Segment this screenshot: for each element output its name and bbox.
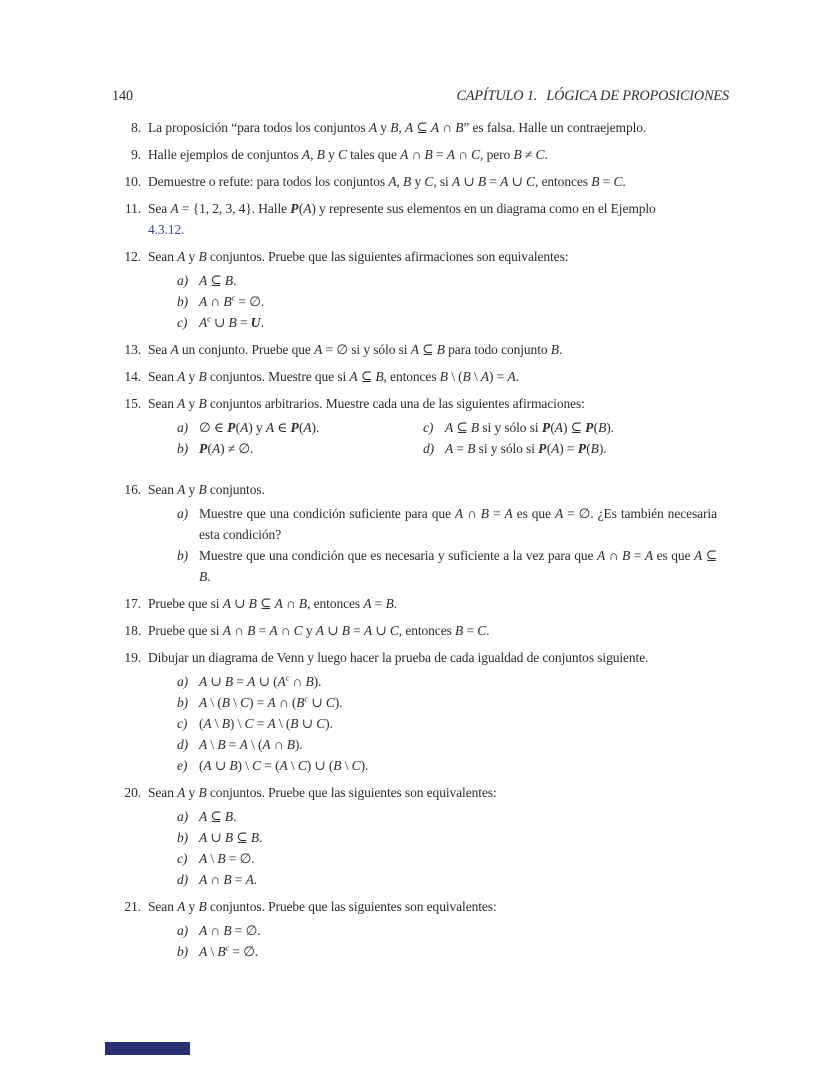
- subitem-text: A ⊆ B si y sólo si P(A) ⊆ P(B).: [445, 420, 614, 435]
- subitem-text: A = B si y sólo si P(A) = P(B).: [445, 441, 607, 456]
- exercise-text: Pruebe que si A ∩ B = A ∩ C y A ∪ B = A ∪ C, entonces B = C.: [148, 623, 490, 638]
- exercise-item: [112, 593, 717, 614]
- exercise-subitem: [177, 417, 423, 438]
- exercise-text: Dibujar un diagrama de Venn y luego hacer la prueba de cada igualdad de conjuntos siguiente.: [148, 650, 649, 665]
- subitem-text: P(A) ≠ ∅.: [199, 441, 254, 456]
- exercise-number: 19.: [124, 650, 141, 665]
- exercise-number: 11.: [124, 201, 141, 216]
- exercise-subitem: [177, 545, 717, 587]
- exercise-text: Sea A = {1, 2, 3, 4}. Halle P(A) y represente sus elementos en un diagrama como en el Ejemplo 4.3.12.: [148, 201, 656, 237]
- exercise-item: [112, 246, 717, 333]
- exercise-number: 20.: [124, 785, 141, 800]
- subitem-label: c): [423, 420, 434, 435]
- subitem-label: b): [177, 944, 189, 959]
- subitem-text: A ∪ B = A ∪ ($A^c$ ∩ B).: [199, 673, 322, 689]
- exercise-text: Sean A y B conjuntos.: [148, 482, 265, 497]
- chapter-title: LÓGICA DE PROPOSICIONES: [546, 88, 729, 104]
- exercise-subitem: [177, 848, 717, 869]
- exercise-item: [112, 171, 717, 192]
- exercise-subitem: [177, 941, 717, 962]
- exercise-text: Sean A y B conjuntos. Pruebe que las siguientes son equivalentes:: [148, 899, 497, 914]
- subitem-label: a): [177, 923, 189, 938]
- subitem-label: b): [177, 441, 189, 456]
- exercise-body: [148, 246, 717, 333]
- subitem-list: [177, 503, 717, 587]
- exercise-text: Demuestre o refute: para todos los conjuntos A, B y C, si A ∪ B = A ∪ C, entonces B = C.: [148, 174, 626, 189]
- exercise-subitem: [177, 671, 717, 692]
- exercise-item: [112, 620, 717, 641]
- exercise-item: [112, 339, 717, 360]
- subitem-label: d): [423, 441, 435, 456]
- subitem-label: b): [177, 830, 189, 845]
- exercise-body: [148, 620, 717, 641]
- exercise-text: Pruebe que si A ∪ B ⊆ A ∩ B, entonces A = B.: [148, 596, 398, 611]
- exercise-item: [112, 393, 717, 473]
- exercise-item: [112, 896, 717, 962]
- exercise-list: [112, 113, 717, 962]
- subitem-column: [177, 417, 423, 459]
- exercise-number: 17.: [124, 596, 141, 611]
- exercise-subitem: [177, 291, 717, 312]
- page-number: 140: [112, 88, 133, 104]
- chapter-header: [456, 88, 729, 105]
- exercise-subitem: [177, 734, 717, 755]
- subitem-text: A ∩ B = ∅.: [199, 923, 261, 938]
- exercise-body: [148, 144, 717, 165]
- exercise-item: [112, 117, 717, 138]
- subitem-label: c): [177, 851, 188, 866]
- exercise-item: [112, 479, 717, 587]
- subitem-list: [177, 806, 717, 890]
- exercise-number: 21.: [124, 899, 141, 914]
- chapter-label: CAPÍTULO 1.: [456, 88, 538, 104]
- subitem-text: A ⊆ B.: [199, 809, 237, 824]
- subitem-label: b): [177, 548, 189, 563]
- exercise-text: Sea A un conjunto. Pruebe que A = ∅ si y sólo si A ⊆ B para todo conjunto B.: [148, 342, 563, 357]
- exercise-subitem: [177, 312, 717, 333]
- subitem-text: A ⊆ B.: [199, 273, 237, 288]
- exercise-body: [148, 896, 717, 962]
- exercise-subitem: [423, 417, 717, 438]
- exercise-text: Sean A y B conjuntos. Pruebe que las siguientes son equivalentes:: [148, 785, 497, 800]
- subitem-label: a): [177, 420, 189, 435]
- exercise-body: [148, 171, 717, 192]
- exercise-body: [148, 198, 717, 240]
- exercise-body: [148, 339, 717, 360]
- exercise-subitem: [177, 869, 717, 890]
- exercise-text: Halle ejemplos de conjuntos A, B y C tales que A ∩ B = A ∩ C, pero B ≠ C.: [148, 147, 548, 162]
- subitem-label: a): [177, 506, 189, 521]
- subitem-text: A \ $B^c$ = ∅.: [199, 943, 259, 959]
- exercise-subitem: [177, 755, 717, 776]
- subitem-label: e): [177, 758, 188, 773]
- subitem-text: ∅ ∈ P(A) y A ∈ P(A).: [199, 420, 320, 435]
- exercise-body: [148, 366, 717, 387]
- exercise-body: [148, 393, 717, 473]
- subitem-text: A ∩ $B^c$ = ∅.: [199, 293, 265, 309]
- exercise-number: 13.: [124, 342, 141, 357]
- subitem-text: $A^c$ ∪ B = U.: [199, 314, 265, 330]
- exercise-subitem: [177, 692, 717, 713]
- exercise-number: 18.: [124, 623, 141, 638]
- exercise-number: 16.: [124, 482, 141, 497]
- exercise-subitem: [177, 920, 717, 941]
- exercise-item: [112, 782, 717, 890]
- subitem-label: a): [177, 273, 189, 288]
- subitem-columns: [177, 417, 717, 459]
- subitem-text: Muestre que una condición suficiente para que A ∩ B = A es que A = ∅. ¿Es también necesaria esta condición?: [199, 506, 717, 542]
- subitem-text: A ∪ B ⊆ B.: [199, 830, 263, 845]
- exercise-number: 12.: [124, 249, 141, 264]
- subitem-text: (A ∪ B) \ C = (A \ C) ∪ (B \ C).: [199, 758, 369, 773]
- exercise-body: [148, 479, 717, 587]
- subitem-list: [177, 920, 717, 962]
- exercise-text: Sean A y B conjuntos. Pruebe que las siguientes afirmaciones son equivalentes:: [148, 249, 569, 264]
- exercise-subitem: [177, 438, 423, 459]
- subitem-text: A \ B = A \ (A ∩ B).: [199, 737, 303, 752]
- subitem-text: (A \ B) \ C = A \ (B ∪ C).: [199, 716, 333, 731]
- exercise-number: 8.: [131, 120, 141, 135]
- exercise-number: 9.: [131, 147, 141, 162]
- exercise-subitem: [177, 270, 717, 291]
- subitem-column: [423, 417, 717, 459]
- exercise-subitem: [177, 503, 717, 545]
- subitem-label: d): [177, 872, 189, 887]
- exercise-body: [148, 117, 717, 138]
- subitem-list: [177, 270, 717, 333]
- subitem-label: c): [177, 315, 188, 330]
- exercise-body: [148, 647, 717, 776]
- subitem-text: A \ B = ∅.: [199, 851, 255, 866]
- exercise-item: [112, 198, 717, 240]
- exercise-subitem: [177, 806, 717, 827]
- reference-link[interactable]: 4.3.12.: [148, 222, 185, 237]
- exercise-item: [112, 647, 717, 776]
- subitem-label: a): [177, 809, 189, 824]
- exercise-body: [148, 782, 717, 890]
- subitem-label: c): [177, 716, 188, 731]
- exercise-number: 15.: [124, 396, 141, 411]
- exercise-subitem: [177, 713, 717, 734]
- exercise-item: [112, 144, 717, 165]
- bottom-artifact-bar: [105, 1042, 190, 1055]
- subitem-list: [177, 671, 717, 776]
- subitem-text: A \ (B \ C) = A ∩ ($B^c$ ∪ C).: [199, 694, 343, 710]
- exercise-text: Sean A y B conjuntos. Muestre que si A ⊆ B, entonces B \ (B \ A) = A.: [148, 369, 519, 384]
- exercise-body: [148, 593, 717, 614]
- exercise-item: [112, 366, 717, 387]
- exercise-text: Sean A y B conjuntos arbitrarios. Muestre cada una de las siguientes afirmaciones:: [148, 396, 585, 411]
- exercise-text: La proposición “para todos los conjuntos A y B, A ⊆ A ∩ B” es falsa. Halle un contraejemplo.: [148, 120, 647, 135]
- subitem-label: a): [177, 674, 189, 689]
- exercise-number: 10.: [124, 174, 141, 189]
- exercise-number: 14.: [124, 369, 141, 384]
- exercise-subitem: [177, 827, 717, 848]
- exercise-subitem: [423, 438, 717, 459]
- subitem-label: d): [177, 737, 189, 752]
- subitem-label: b): [177, 695, 189, 710]
- page-header: [112, 88, 729, 105]
- subitem-label: b): [177, 294, 189, 309]
- subitem-text: A ∩ B = A.: [199, 872, 258, 887]
- subitem-text: Muestre que una condición que es necesaria y suficiente a la vez para que A ∩ B = A es que A ⊆ B.: [199, 548, 717, 584]
